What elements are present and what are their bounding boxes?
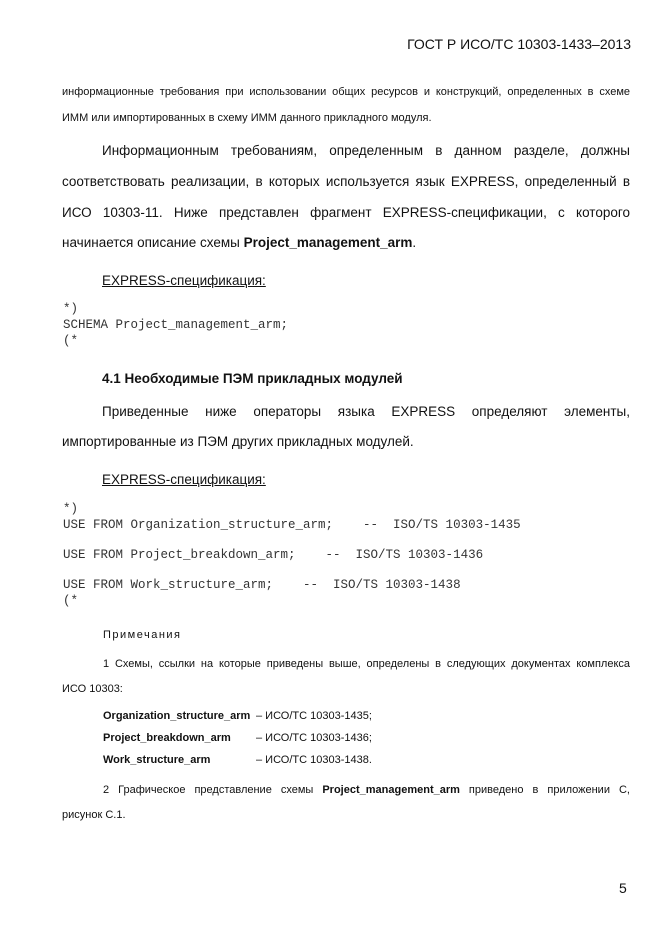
note2-line-2: рисунок С.1.	[62, 809, 126, 821]
note2-schema-bold: Project_management_arm	[322, 784, 460, 796]
para1-line-2: соответствовать реализации, в которых используется язык EXPRESS, определенный в	[62, 174, 630, 189]
code1-line-1: *)	[63, 302, 79, 316]
intro-line-1: информационные требования при использовании общих ресурсов и конструкций, определенных в схеме	[62, 86, 630, 98]
section-title: 4.1 Необходимые ПЭМ прикладных модулей	[102, 371, 403, 386]
notes-title: Примечания	[103, 629, 182, 641]
page-number: 5	[619, 880, 627, 896]
code2-line-1: *)	[63, 502, 79, 516]
code1-line-3: (*	[63, 334, 79, 348]
para1-line-4-text: начинается описание схемы	[62, 235, 244, 250]
intro-line-2: ИММ или импортированных в схему ИММ данного прикладного модуля.	[62, 112, 432, 124]
express-spec-label-2: EXPRESS-спецификация:	[102, 472, 266, 487]
note1-line-1: 1 Схемы, ссылки на которые приведены выше, определены в следующих документах комплекса	[103, 658, 630, 670]
para1-line-1: Информационным требованиям, определенным в данном разделе, должны	[102, 143, 630, 158]
ref-doc-project-breakdown: – ИСО/ТС 10303-1436;	[256, 732, 372, 744]
schema-name-bold: Project_management_arm	[243, 235, 413, 250]
note2-end: приведено в приложении С,	[459, 784, 630, 796]
ref-name-project-breakdown: Project_breakdown_arm	[103, 732, 231, 744]
ref-name-organization: Organization_structure_arm	[103, 710, 251, 722]
code2-line-3: USE FROM Project_breakdown_arm; -- ISO/TS 10303-1436	[63, 548, 484, 562]
ref-doc-organization: – ИСО/ТС 10303-1435;	[256, 710, 372, 722]
ref-doc-work-structure: – ИСО/ТС 10303-1438.	[256, 754, 372, 766]
para1-line-4-end: .	[412, 235, 417, 250]
para1-line-4	[62, 235, 416, 250]
document-header: ГОСТ Р ИСО/ТС 10303-1433–2013	[407, 36, 631, 52]
para2-line-1: Приведенные ниже операторы языка EXPRESS определяют элементы,	[102, 404, 630, 419]
note1-line-2: ИСО 10303:	[62, 683, 123, 695]
note2-line-1	[103, 784, 630, 796]
express-spec-label-1: EXPRESS-спецификация:	[102, 273, 266, 288]
code2-line-2: USE FROM Organization_structure_arm; -- ISO/TS 10303-1435	[63, 518, 521, 532]
code1-line-2: SCHEMA Project_management_arm;	[63, 318, 289, 332]
para2-line-2: импортированные из ПЭМ других прикладных модулей.	[62, 434, 414, 449]
para1-line-3: ИСО 10303-11. Ниже представлен фрагмент EXPRESS-спецификации, с которого	[62, 205, 630, 220]
code2-line-4: USE FROM Work_structure_arm; -- ISO/TS 10303-1438	[63, 578, 461, 592]
code2-line-5: (*	[63, 594, 79, 608]
note2-text: 2 Графическое представление схемы	[103, 784, 323, 796]
ref-name-work-structure: Work_structure_arm	[103, 754, 211, 766]
